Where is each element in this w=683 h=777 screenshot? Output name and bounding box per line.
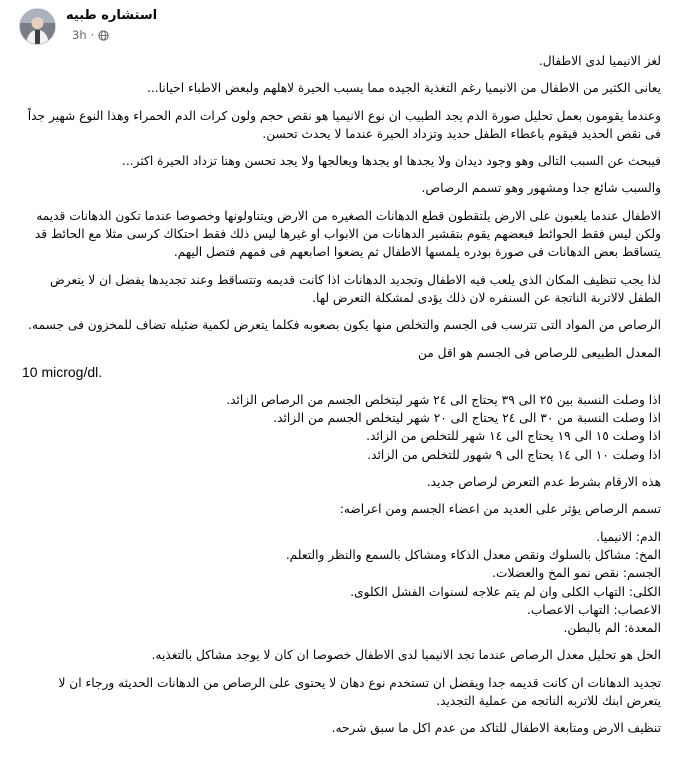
post-paragraph: الاطفال عندما يلعبون على الارض يلتقطون قطع الدهانات الصغيره من الارض ويتناولونها وخصوصا عندما تكون الدهانات قديمه ولكن ليس فقط الحوائط فبعضهم يقوم بتقشير الدهانات من الابواب او غيرها ليس ذلك فقط احتكاك كرسى مثلا مع الحائط قد يتساقط بعض الدهانات فى صورة بودره يلمسها الاطفال ثم يضعوا اصابعهم فى فمهم فتصل اليهم. bbox=[34, 208, 661, 260]
symptom-item: المعدة: الم بالبطن. bbox=[563, 621, 661, 636]
avatar[interactable] bbox=[19, 8, 56, 45]
lead-level-item: اذا وصلت ١٥ الى ١٩ يحتاج الى ١٤ شهر للتخلص من الزائد. bbox=[366, 429, 661, 444]
post-paragraph: وعندما يقومون بعمل تحليل صورة الدم يجد الطبيب ان نوع الانيميا هو نقص حجم ولون كرات الدم الحمراء وهذا النوع شهير جداً فى نقص الحديد فيقوم باعطاء الطفل حديد وتزداد الحيرة عندما لا يحدث تحسن. bbox=[27, 108, 661, 141]
post-paragraph: فيبحث عن السبب التالى وهو وجود ديدان ولا يجدها او يجدها ويعالجها ولا يجد تحسن وهنا تزداد الحيرة اكثر... bbox=[122, 154, 661, 169]
symptom-item: الدم: الانيميا. bbox=[596, 529, 661, 544]
closing-paragraph: تجديد الدهانات ان كانت قديمه جدا ويفضل ان تستخدم نوع دهان لا يحتوى على الرصاص من الدهانات الحديثه ورجاء ان لا يتعرض ابنك للاتربه الناتجه من عملية التجديد. bbox=[58, 675, 661, 709]
post-paragraph: المعدل الطبيعى للرصاص فى الجسم هو اقل من bbox=[417, 345, 661, 360]
lead-level-item: اذا وصلت ١٠ الى ١٤ يحتاج الى ٩ شهور للتخلص من الزائد. bbox=[367, 447, 661, 462]
lead-level-item: اذا وصلت النسبة من ٣٠ الى ٢٤ يحتاج الى ٢٠ شهر ليتخلص الجسم من الزائد. bbox=[273, 411, 661, 426]
page-name[interactable]: استشاره طبيه bbox=[66, 8, 158, 23]
lead-level-item: اذا وصلت النسبة بين ٢٥ الى ٣٩ يحتاج الى ٢٤ شهر ليتخلص الجسم من الرصاص الزائد. bbox=[226, 392, 661, 407]
symptom-item: الجسم: نقص نمو المخ والعضلات. bbox=[492, 566, 661, 581]
symptom-item: المخ: مشاكل بالسلوك ونقص معدل الذكاء ومشاكل بالسمع والنظر والتعلم. bbox=[285, 547, 661, 562]
globe-icon[interactable] bbox=[98, 30, 109, 41]
post-paragraph: الرصاص من المواد التى تترسب فى الجسم والتخلص منها يكون بصعوبه فكلما يتعرض لكمية ضئيله تضاف للمخزون فى جسمه. bbox=[28, 318, 661, 333]
post-paragraph: لذا يجب تنظيف المكان الذى يلعب فيه الاطفال وتجديد الدهانات اذا كانت قديمه وتتساقط وعند تجديدها يفضل ان لا يتعرض الطفل لالاتربة الناتجة عن السنفره لان ذلك يؤدى لمشكلة التعرض لها. bbox=[50, 272, 661, 305]
post-header bbox=[0, 0, 683, 48]
symptoms-intro: تسمم الرصاص يؤثر على العديد من اعضاء الجسم ومن اعراضه: bbox=[339, 502, 661, 517]
post-meta bbox=[72, 28, 109, 42]
avatar-image bbox=[20, 9, 55, 44]
meta-separator: · bbox=[90, 28, 95, 42]
post-paragraph: لغز الانيميا لدى الاطفال. bbox=[538, 54, 661, 68]
normal-lead-value: 10 microg/dl. bbox=[22, 363, 103, 380]
closing-paragraph: تنظيف الارض ومتابعة الاطفال للتاكد من عدم اكل ما سبق شرحه. bbox=[331, 721, 661, 736]
timestamp[interactable]: 3h bbox=[72, 28, 87, 42]
symptom-item: الاعصاب: التهاب الاعصاب. bbox=[526, 602, 661, 617]
post-paragraph: والسبب شائع جدا ومشهور وهو تسمم الرصاص. bbox=[421, 181, 661, 196]
closing-paragraph: الحل هو تحليل معدل الرصاص عندما تجد الانيميا لدى الاطفال خصوصا ان كان لا يوجد مشاكل بالتغذيه. bbox=[151, 648, 661, 663]
post-paragraph: يعانى الكثير من الاطفال من الانيميا رغم التغذية الجيده مما يسبب الحيرة لاهلهم ولبعض الاطباء احيانا... bbox=[147, 81, 661, 96]
post-body bbox=[22, 52, 661, 747]
levels-note: هذه الارقام بشرط عدم التعرض لرصاص جديد. bbox=[426, 475, 661, 490]
symptom-item: الكلى: التهاب الكلى وان لم يتم علاجه لسنوات الفشل الكلوى. bbox=[350, 584, 661, 599]
